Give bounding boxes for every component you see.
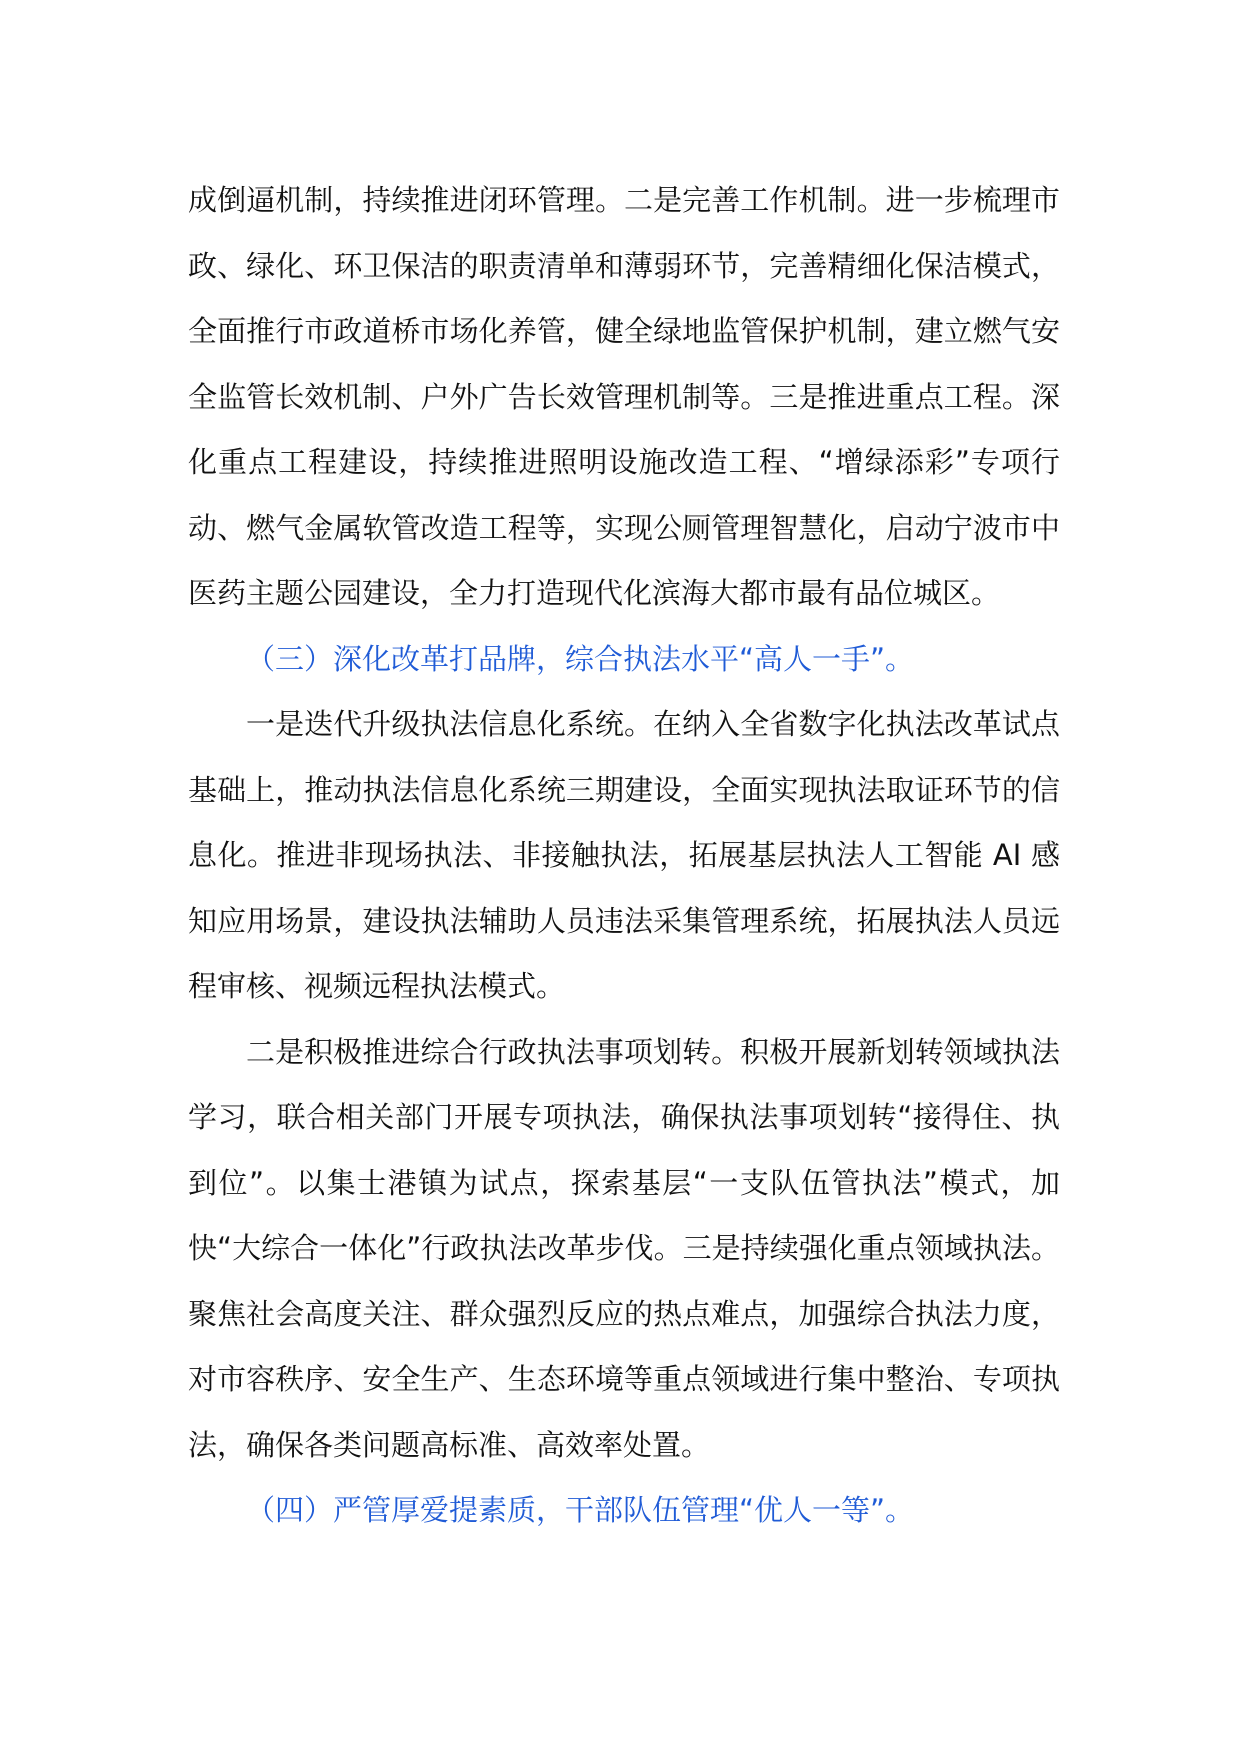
section-heading-three: （三）深化改革打品牌，综合执法水平“高人一手”。 [246,641,915,676]
paragraph-enforcement-system: 一是迭代升级执法信息化系统。在纳入全省数字化执法改革试点基础上，推动执法信息化系统三期建设，全面实现执法取证环节的信息化。推进非现场执法、非接触执法，拓展基层执法人工智能 AI 感知应用场景，建设执法辅助人员违法采集管理系统，拓展执法人员远程审核、视频远程执法模式。 [188,707,1060,1003]
section-heading-four: （四）严管厚爱提素质，干部队伍管理“优人一等”。 [246,1493,915,1527]
paragraph-enforcement-transfer: 二是积极推进综合行政执法事项划转。积极开展新划转领域执法学习，联合相关部门开展专项执法，确保执法事项划转“接得住、执到位”。以集士港镇为试点，探索基层“一支队伍管执法”模式，加快“大综合一体化”行政执法改革步伐。三是持续强化重点领域执法。聚焦社会高度关注、群众强烈反应的热点难点，加强综合执法力度，对市容秩序、安全生产、生态环境等重点领域进行集中整治、专项执法，确保各类问题高标准、高效率处置。 [188,1034,1060,1462]
document-body [188,168,1060,1544]
paragraph-continued: 成倒逼机制，持续推进闭环管理。二是完善工作机制。进一步梳理市政、绿化、环卫保洁的职责清单和薄弱环节，完善精细化保洁模式，全面推行市政道桥市场化养管，健全绿地监管保护机制，建立燃气安全监管长效机制、户外广告长效管理机制等。三是推进重点工程。深化重点工程建设，持续推进照明设施改造工程、“增绿添彩”专项行动、燃气金属软管改造工程等，实现公厕管理智慧化，启动宁波市中医药主题公园建设，全力打造现代化滨海大都市最有品位城区。 [188,183,1060,610]
